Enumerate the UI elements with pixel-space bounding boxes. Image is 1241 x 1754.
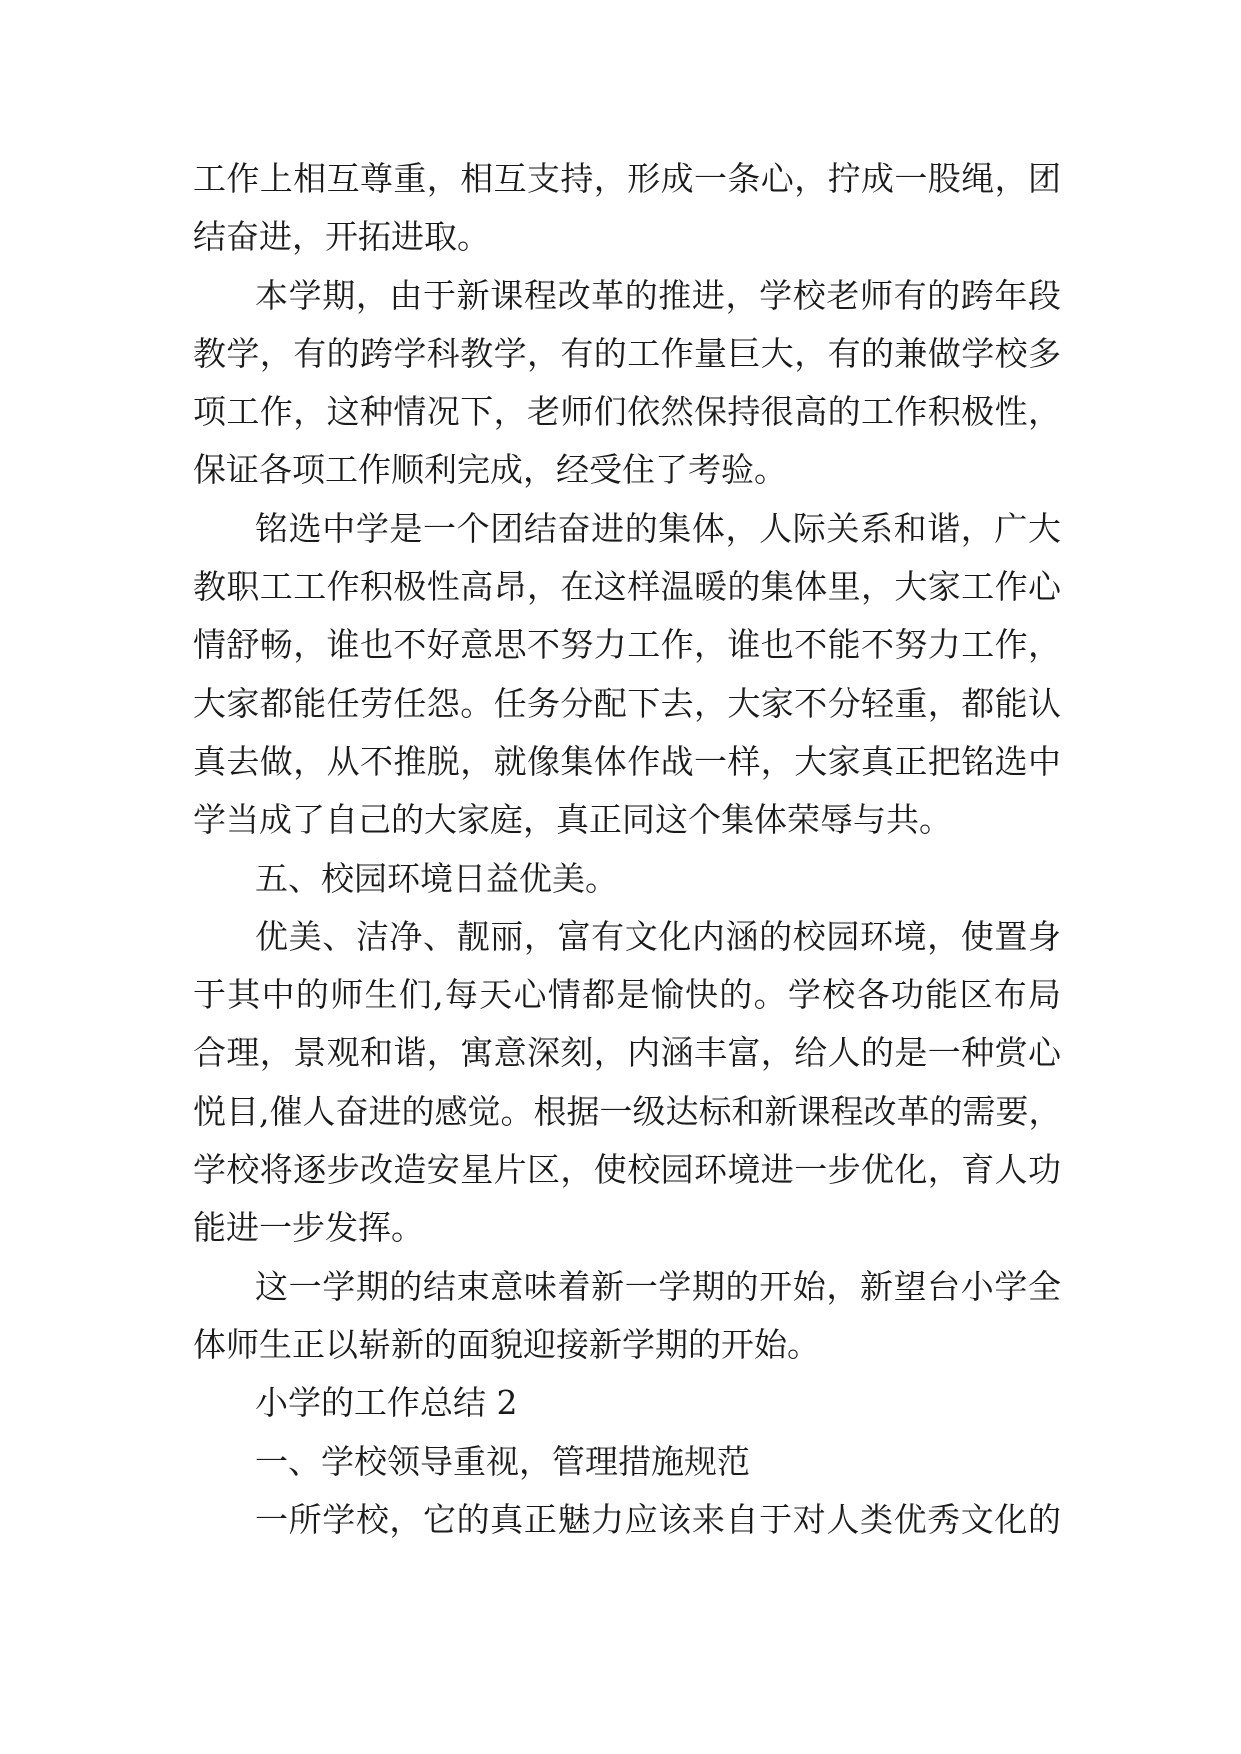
paragraph-line: 真去做，从不推脱，就像集体作战一样，大家真正把铭选中 xyxy=(193,741,1061,781)
paragraph-first-line: 这一学期的结束意味着新一学期的开始，新望台小学全 xyxy=(255,1266,1061,1306)
paragraph-line: 情舒畅，谁也不好意思不努力工作，谁也不能不努力工作， xyxy=(193,625,1061,665)
paragraph-first-line: 本学期，由于新课程改革的推进，学校老师有的跨年段 xyxy=(255,275,1061,315)
paragraph-line: 工作上相互尊重，相互支持，形成一条心，拧成一股绳，团 xyxy=(193,159,1061,198)
paragraph-line: 体师生正以崭新的面貌迎接新学期的开始。 xyxy=(193,1324,820,1364)
paragraph-line: 合理，景观和谐，寓意深刻，内涵丰富，给人的是一种赏心 xyxy=(193,1033,1061,1073)
paragraph-first-line: 一所学校，它的真正魅力应该来自于对人类优秀文化的 xyxy=(255,1499,1061,1539)
paragraph-line: 结奋进，开拓进取。 xyxy=(193,217,490,257)
paragraph-line: 保证各项工作顺利完成，经受住了考验。 xyxy=(193,450,787,490)
paragraph-line: 于其中的师生们,每天心情都是愉快的。学校各功能区布局 xyxy=(193,975,1061,1015)
paragraph-line: 能进一步发挥。 xyxy=(193,1208,424,1248)
document-body xyxy=(193,150,1061,1549)
paragraph-line: 大家都能任劳任怨。任务分配下去，大家不分轻重，都能认 xyxy=(193,683,1061,723)
paragraph-first-line: 铭选中学是一个团结奋进的集体，人际关系和谐，广大 xyxy=(255,508,1061,548)
paragraph-first-line: 优美、洁净、靓丽，富有文化内涵的校园环境，使置身 xyxy=(255,916,1061,956)
paragraph-line: 学当成了自己的大家庭，真正同这个集体荣辱与共。 xyxy=(193,800,952,840)
paragraph-line: 教学，有的跨学科教学，有的工作量巨大，有的兼做学校多 xyxy=(193,333,1061,373)
section-heading: 五、校园环境日益优美。 xyxy=(255,858,618,898)
paragraph-line: 悦目,催人奋进的感觉。根据一级达标和新课程改革的需要， xyxy=(193,1091,1062,1131)
paragraph-line: 学校将逐步改造安星片区，使校园环境进一步优化，育人功 xyxy=(193,1150,1061,1190)
paragraph-line: 教职工工作积极性高昂，在这样温暖的集体里，大家工作心 xyxy=(193,567,1061,607)
document-subtitle: 小学的工作总结 2 xyxy=(255,1383,518,1423)
section-heading: 一、学校领导重视，管理措施规范 xyxy=(255,1441,750,1481)
paragraph-line: 项工作，这种情况下，老师们依然保持很高的工作积极性， xyxy=(193,392,1061,432)
